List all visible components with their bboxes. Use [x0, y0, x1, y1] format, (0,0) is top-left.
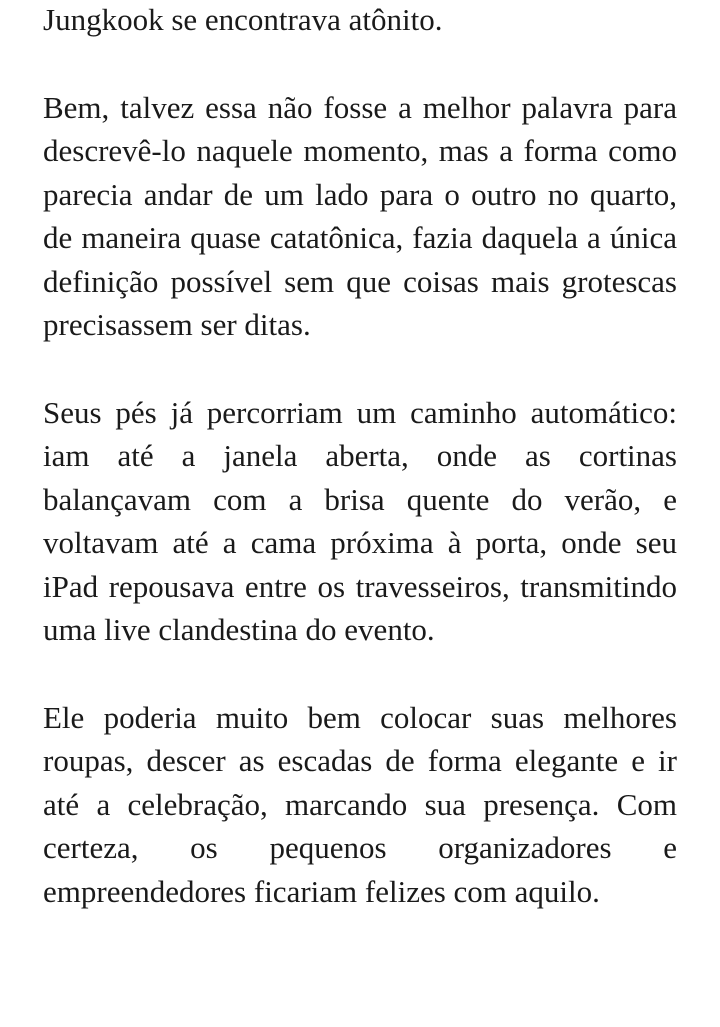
paragraph-1: Jungkook se encontrava atônito. — [43, 2, 443, 37]
paragraph-4: Ele poderia muito bem colocar suas melhores roupas, descer as escadas de forma elegante e ir até a celebração, marcando sua presença. Com certeza, os pequenos organizadores e empreendedores ficariam felizes com aquilo. — [43, 699, 677, 909]
paragraph-2: Bem, talvez essa não fosse a melhor palavra para descrevê-lo naquele momento, mas a forma como parecia andar de um lado para o outro no quarto, de maneira quase catatônica, fazia daquela a única definição possível sem que coisas mais grotescas precisassem ser ditas. — [43, 89, 677, 342]
document-body — [43, 0, 677, 913]
paragraph-3: Seus pés já percorriam um caminho automático: iam até a janela aberta, onde as cortinas balançavam com a brisa quente do verão, e voltavam até a cama próxima à porta, onde seu iPad repousava entre os travesseiros, transmitindo uma live clandestina do evento. — [43, 394, 677, 647]
